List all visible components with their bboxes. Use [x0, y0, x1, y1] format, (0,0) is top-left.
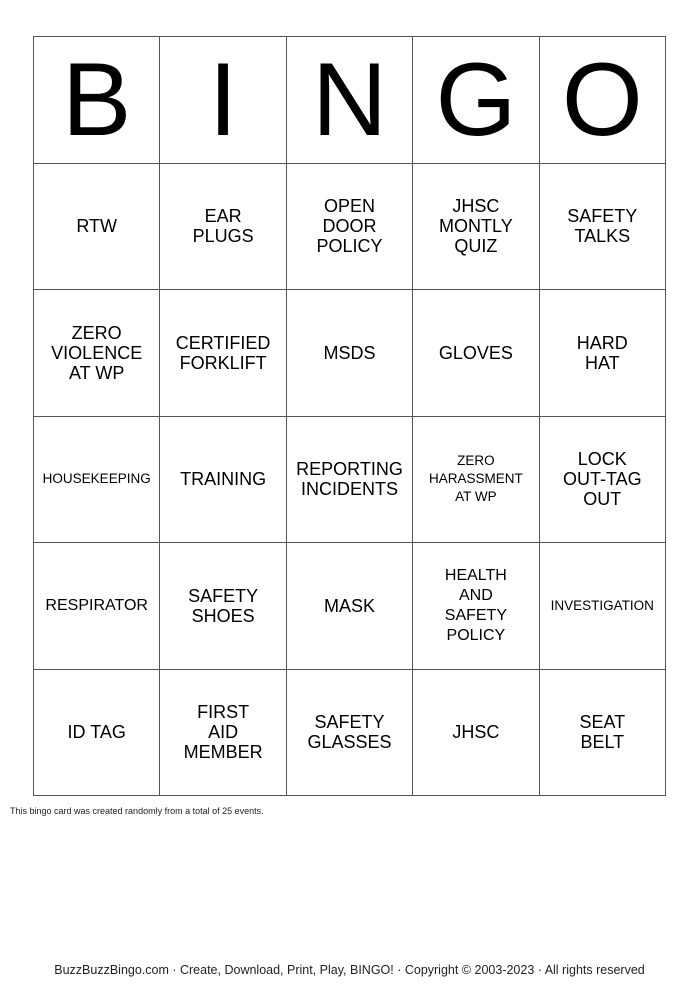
- bingo-square: ID TAG: [34, 670, 160, 797]
- bingo-square: LOCK OUT-TAG OUT: [540, 417, 666, 544]
- header-letter-n: N: [287, 37, 413, 164]
- header-letter-i: I: [160, 37, 286, 164]
- bingo-square: INVESTIGATION: [540, 543, 666, 670]
- copyright-footer: BuzzBuzzBingo.com · Create, Download, Print, Play, BINGO! · Copyright © 2003-2023 · All rights reserved: [54, 963, 645, 977]
- bingo-square: SAFETY TALKS: [540, 164, 666, 291]
- bingo-square: ZERO VIOLENCE AT WP: [34, 290, 160, 417]
- bingo-square: CERTIFIED FORKLIFT: [160, 290, 286, 417]
- bingo-square: JHSC MONTLY QUIZ: [413, 164, 539, 291]
- bingo-square: MSDS: [287, 290, 413, 417]
- bingo-square: SEAT BELT: [540, 670, 666, 797]
- bingo-square: SAFETY GLASSES: [287, 670, 413, 797]
- bingo-square: TRAINING: [160, 417, 286, 544]
- bingo-square: RESPIRATOR: [34, 543, 160, 670]
- bingo-square: OPEN DOOR POLICY: [287, 164, 413, 291]
- bingo-square: JHSC: [413, 670, 539, 797]
- bingo-card-grid: [33, 36, 666, 796]
- bingo-square: REPORTING INCIDENTS: [287, 417, 413, 544]
- header-letter-b: B: [34, 37, 160, 164]
- bingo-square: GLOVES: [413, 290, 539, 417]
- card-footnote: This bingo card was created randomly from a total of 25 events.: [10, 806, 264, 816]
- header-letter-g: G: [413, 37, 539, 164]
- bingo-square: ZERO HARASSMENT AT WP: [413, 417, 539, 544]
- bingo-square: HOUSEKEEPING: [34, 417, 160, 544]
- bingo-square: EAR PLUGS: [160, 164, 286, 291]
- bingo-square: MASK: [287, 543, 413, 670]
- bingo-square: HARD HAT: [540, 290, 666, 417]
- bingo-square: SAFETY SHOES: [160, 543, 286, 670]
- header-letter-o: O: [540, 37, 666, 164]
- bingo-square: RTW: [34, 164, 160, 291]
- bingo-square: HEALTH AND SAFETY POLICY: [413, 543, 539, 670]
- bingo-square: FIRST AID MEMBER: [160, 670, 286, 797]
